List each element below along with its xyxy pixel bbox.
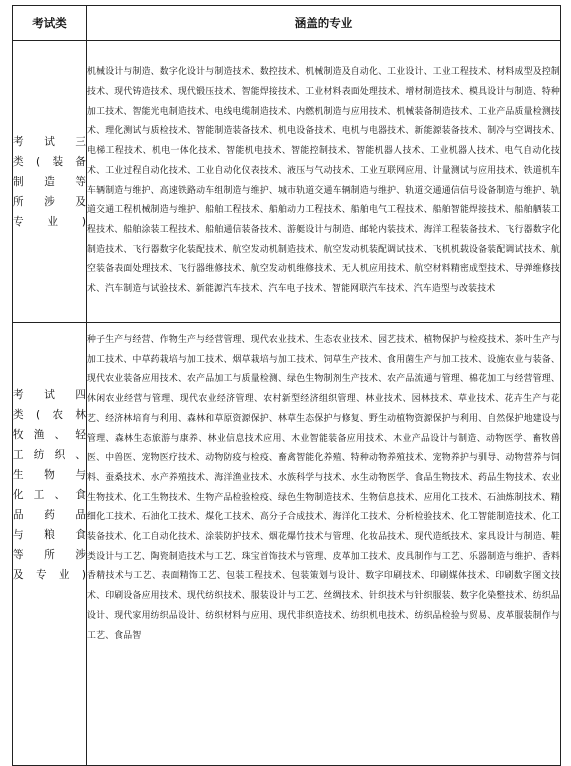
majors-list-cell: 机械设计与制造、数字化设计与制造技术、数控技术、机械制造及自动化、工业设计、工业工程技术、材料成型及控制技术、现代铸造技术、现代锻压技术、智能焊接技术、工业材料表面处理技术、增材制造技术、模具设计与制造、特种加工技术、智能光电制造技术、电线电缆制造技术、内燃机制造与应用技术、机械装备制造技术、工业产品质量检测技术、理化测试与质检技术、智能制造装备技术、机电设备技术、电机与电器技术、新能源装备技术、制冷与空调技术、电梯工程技术、机电一体化技术、智能机电技术、智能控制技术、智能机器人技术、工业机器人技术、电气自动化技术、工业过程自动化技术、工业自动化仪表技术、液压与气动技术、工业互联网应用、计量测试与应用技术、铁道机车车辆制造与维护、高速铁路动车组制造与维护、城市轨道交通车辆制造与维护、轨道交通通信信号设备制造与维护、轨道交通工程机械制造与维护、船舶工程技术、船舶动力工程技术、船舶电气工程技术、船舶智能焊接技术、船舶舾装工程技术、船舶涂装工程技术、船舶通信装备技术、游艇设计与制造、邮轮内装技术、海洋工程装备技术、飞行器数字化制造技术、飞行器数字化装配技术、航空发动机制造技术、航空发动机装配调试技术、飞机机载设备装配调试技术、航空装备表面处理技术、飞行器维修技术、航空发动机维修技术、无人机应用技术、航空材料精密成型技术、导弹维修技术、汽车制造与试验技术、新能源汽车技术、汽车电子技术、智能网联汽车技术、汽车造型与改装技术 — [87, 41, 561, 323]
category-line: 所涉及 — [13, 195, 86, 208]
category-line: 专业) — [13, 215, 86, 228]
category-line: 等所涉 — [13, 549, 86, 561]
category-line: 与粮食 — [13, 529, 86, 541]
header-exam-category: 考试类 — [13, 6, 87, 41]
category-line: 类(农林 — [13, 409, 86, 421]
header-row — [13, 6, 561, 41]
category-line: 考试三 — [13, 135, 86, 148]
category-line: 及专业) — [13, 569, 86, 581]
category-line: 类(装备 — [13, 155, 86, 168]
exam-category-cell — [13, 323, 87, 766]
category-line: 品药品 — [13, 509, 86, 521]
exam-category-cell — [13, 41, 87, 323]
category-line: 牧渔、轻 — [13, 429, 86, 441]
majors-table — [12, 5, 561, 766]
majors-list-cell: 种子生产与经营、作物生产与经营管理、现代农业技术、生态农业技术、园艺技术、植物保护与检疫技术、茶叶生产与加工技术、中草药栽培与加工技术、烟草栽培与加工技术、饲草生产技术、食用菌生产与加工技术、设施农业与装备、现代农业装备应用技术、农产品加工与质量检测、绿色生物制剂生产技术、农产品流通与管理、棉花加工与经营管理、休闲农业经营与管理、现代农业经济管理、农村新型经济组织管理、林业技术、园林技术、草业技术、花卉生产与花艺、经济林培育与利用、森林和草原资源保护、林草生态保护与修复、野生动植物资源保护与利用、自然保护地建设与管理、森林生态旅游与康养、林业信息技术应用、木业智能装备应用技术、木业产品设计与制造、动物医学、畜牧兽医、中兽医、宠物医疗技术、动物防疫与检疫、畜禽智能化养殖、特种动物养殖技术、宠物养护与驯导、动物营养与饲料、蚕桑技术、水产养殖技术、海洋渔业技术、水族科学与技术、水生动物医学、食品生物技术、药品生物技术、农业生物技术、化工生物技术、生物产品检验检疫、绿色生物制造技术、生物信息技术、应用化工技术、石油炼制技术、精细化工技术、石油化工技术、煤化工技术、高分子合成技术、海洋化工技术、分析检验技术、化工智能制造技术、化工装备技术、化工自动化技术、涂装防护技术、烟花爆竹技术与管理、化妆品技术、现代造纸技术、家具设计与制造、鞋类设计与工艺、陶瓷制造技术与工艺、珠宝首饰技术与管理、皮革加工技术、皮具制作与工艺、乐器制造与维护、香料香精技术与工艺、表面精饰工艺、包装工程技术、包装策划与设计、数字印刷技术、印刷媒体技术、印刷数字图文技术、印刷设备应用技术、现代纺织技术、服装设计与工艺、丝绸技术、针织技术与针织服装、数字化染整技术、纺织品设计、现代家用纺织品设计、纺织材料与应用、现代非织造技术、纺织机电技术、纺织品检验与贸易、皮革服装制作与工艺、食品智 — [87, 323, 561, 766]
table-row — [13, 323, 561, 766]
category-line: 化工、食 — [13, 489, 86, 501]
header-covered-majors: 涵盖的专业 — [87, 6, 561, 41]
table-row — [13, 41, 561, 323]
category-line: 工纺织、 — [13, 449, 86, 461]
category-line: 制造等 — [13, 175, 86, 188]
category-line: 生物与 — [13, 469, 86, 481]
category-line: 考试四 — [13, 389, 86, 401]
